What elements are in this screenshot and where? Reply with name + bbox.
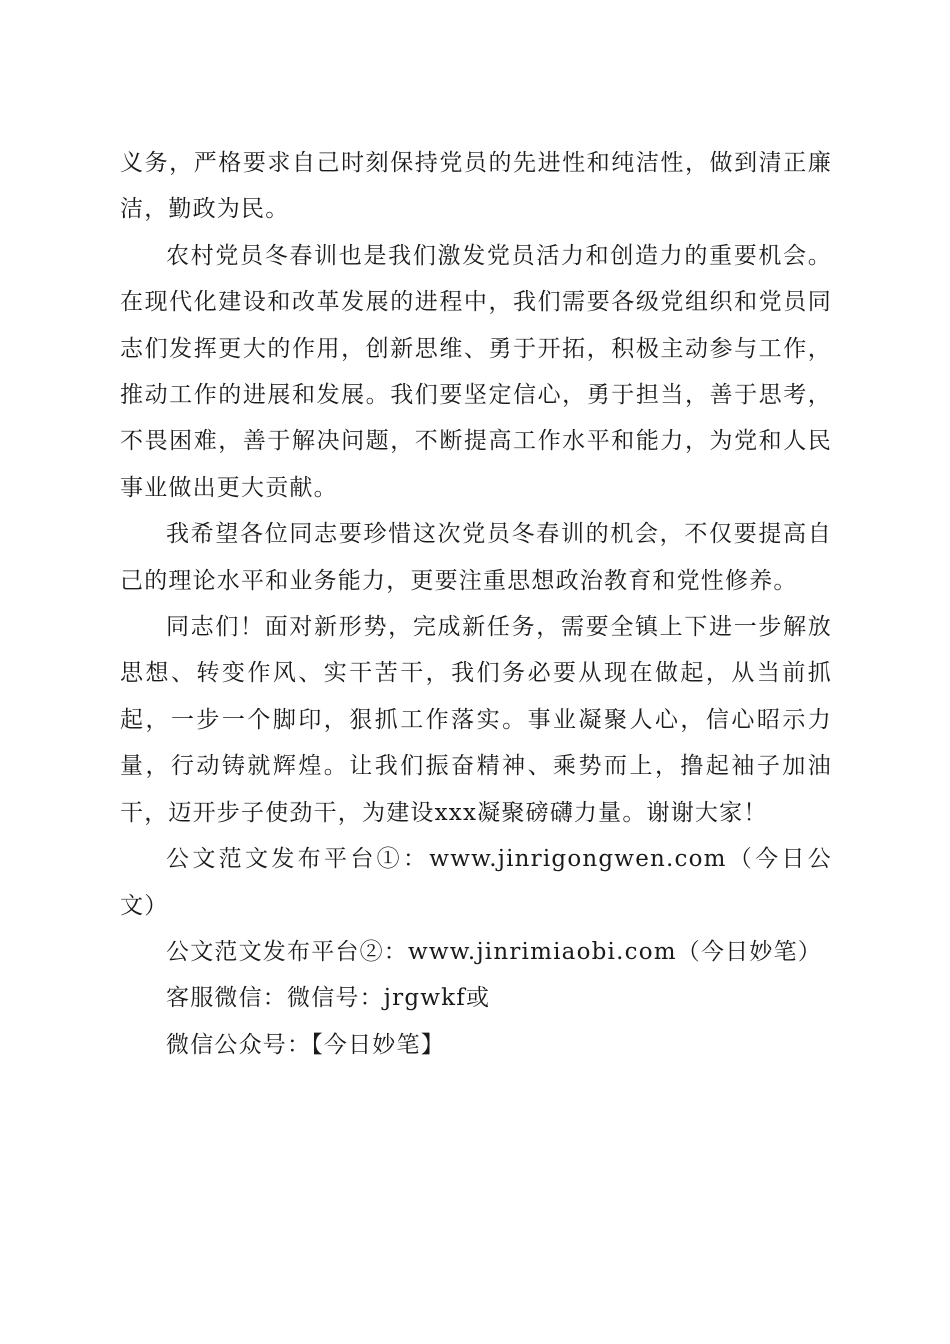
document-body (120, 140, 832, 1068)
paragraph-continued: 义务，严格要求自己时刻保持党员的先进性和纯洁性，做到清正廉洁，勤政为民。 (120, 150, 832, 223)
publisher-footer (120, 836, 832, 1068)
platform-one-line: 公文范文发布平台①：www.jinrigongwen.com（今日公文） (120, 846, 832, 919)
paragraph-training-opportunity: 农村党员冬春训也是我们激发党员活力和创造力的重要机会。在现代化建设和改革发展的进程中，我们需要各级党组织和党员同志们发挥更大的作用，创新思维、勇于开拓，积极主动参与工作，推动工作的进展和发展。我们要坚定信心，勇于担当，善于思考，不畏困难，善于解决问题，不断提高工作水平和能力，为党和人民事业做出更大贡献。 (120, 242, 832, 501)
paragraph-cherish-training: 我希望各位同志要珍惜这次党员冬春训的机会，不仅要提高自己的理论水平和业务能力，更要注重思想政治教育和党性修养。 (120, 521, 832, 594)
platform-two-line: 公文范文发布平台②：www.jinrimiaobi.com（今日妙笔） (166, 938, 822, 965)
paragraph-closing-remarks: 同志们！面对新形势，完成新任务，需要全镇上下进一步解放思想、转变作风、实干苦干，我们务必要从现在做起，从当前抓起，一步一个脚印，狠抓工作落实。事业凝聚人心，信心昭示力量，行动铸就辉煌。让我们振奋精神、乘势而上，撸起袖子加油干，迈开步子使劲干，为建设xxx凝聚磅礴力量。谢谢大家！ (120, 614, 832, 826)
service-wechat-line: 客服微信：微信号：jrgwkf或 (166, 985, 491, 1012)
official-account-line: 微信公众号：【今日妙笔】 (166, 1031, 445, 1058)
